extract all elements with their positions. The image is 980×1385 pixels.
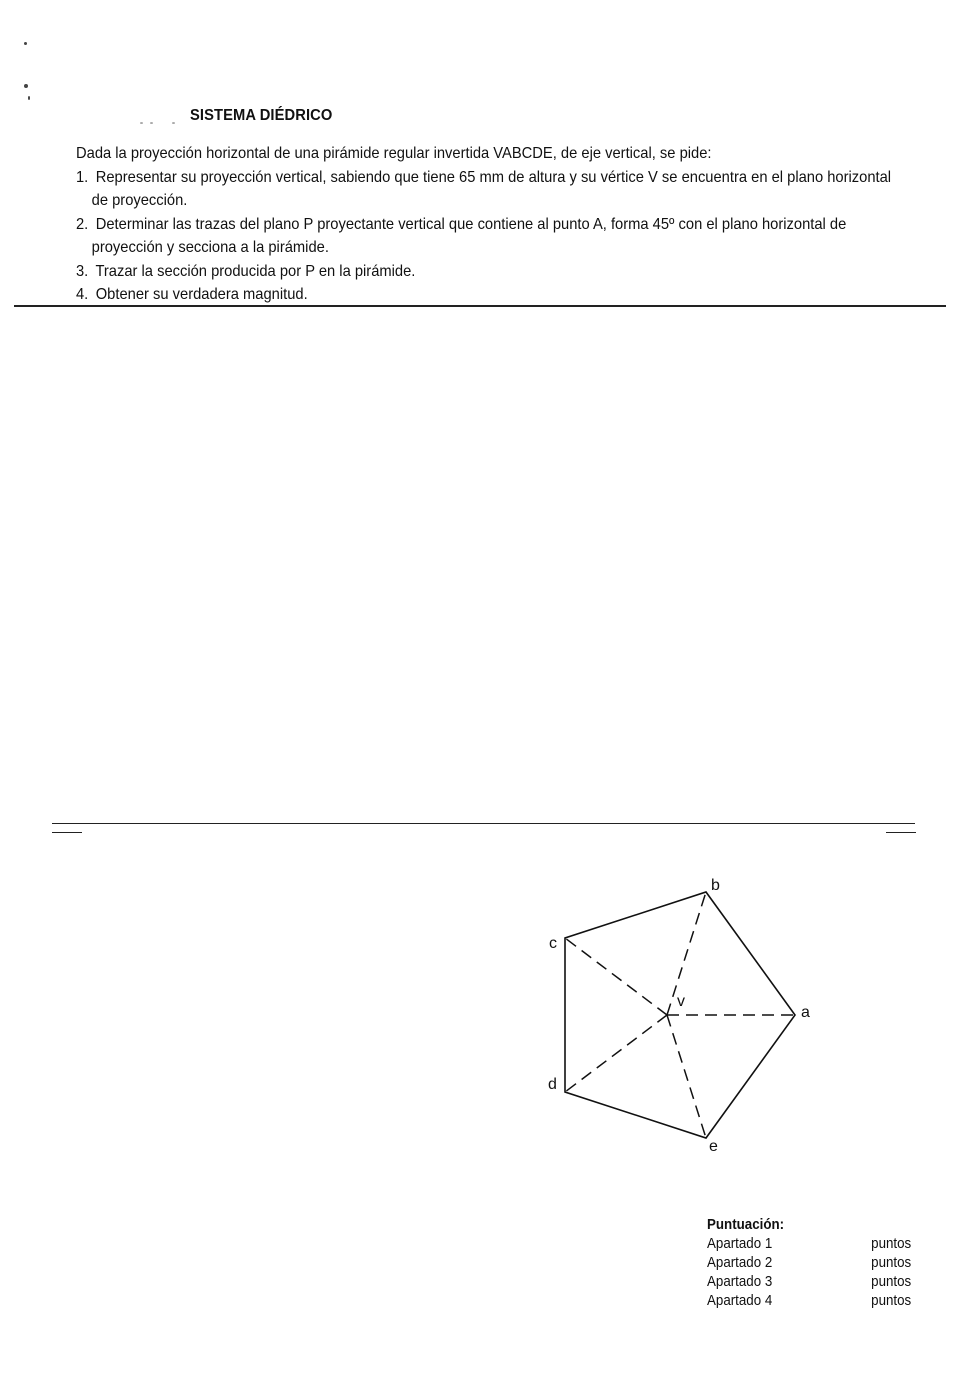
task-number: 4. [76,286,89,303]
scoring-row [707,1292,911,1311]
task-text: Obtener su verdadera magnitud. [95,286,308,303]
scoring-row-label: Apartado 3 [707,1274,773,1290]
vertex-label-b: b [711,877,720,894]
task-text: Trazar la sección producida por P en la pirámide. [95,262,416,280]
section-title: SISTEMA DIÉDRICO [190,107,333,124]
edge-vc [565,938,667,1015]
scoring-row [707,1254,911,1273]
vertex-label-a: a [801,1004,810,1021]
scoring-row-label: Apartado 2 [707,1255,773,1271]
edge-ve [667,1015,706,1138]
edge-vd [565,1015,667,1092]
scoring-title: Puntuación: [707,1217,785,1233]
scoring-row-label: Apartado 4 [707,1293,773,1309]
task-number: 3. [76,262,89,280]
statement-intro: Dada la proyección horizontal de una pirámide regular invertida VABCDE, de eje vertical, se pide: [76,145,712,162]
scoring-row-label: Apartado 1 [707,1236,773,1252]
vertex-label-e: e [709,1138,718,1155]
task-number: 1. [76,168,89,186]
task-text: Representar su proyección vertical, sabiendo que tiene 65 mm de altura y su vértice V se encuentra en el plano horizontal de proyección. [91,168,892,209]
pentagon-base-outline [565,892,795,1138]
task-text: Determinar las trazas del plano P proyectante vertical que contiene al punto A, forma 45º con el plano horizontal de proyección y secciona a la pirámide. [91,215,847,256]
scoring-table [707,1216,911,1311]
vertex-label-v: v [677,993,685,1010]
vertex-label-d: d [548,1076,557,1093]
scoring-row-unit: puntos [871,1255,912,1271]
task-number: 2. [76,215,89,233]
scoring-row-unit: puntos [871,1293,912,1309]
scoring-row [707,1273,911,1292]
scoring-row-unit: puntos [871,1236,912,1252]
scoring-row [707,1235,911,1254]
vertex-label-c: c [549,935,557,952]
scoring-row-unit: puntos [871,1274,912,1290]
edge-vb [667,892,706,1015]
